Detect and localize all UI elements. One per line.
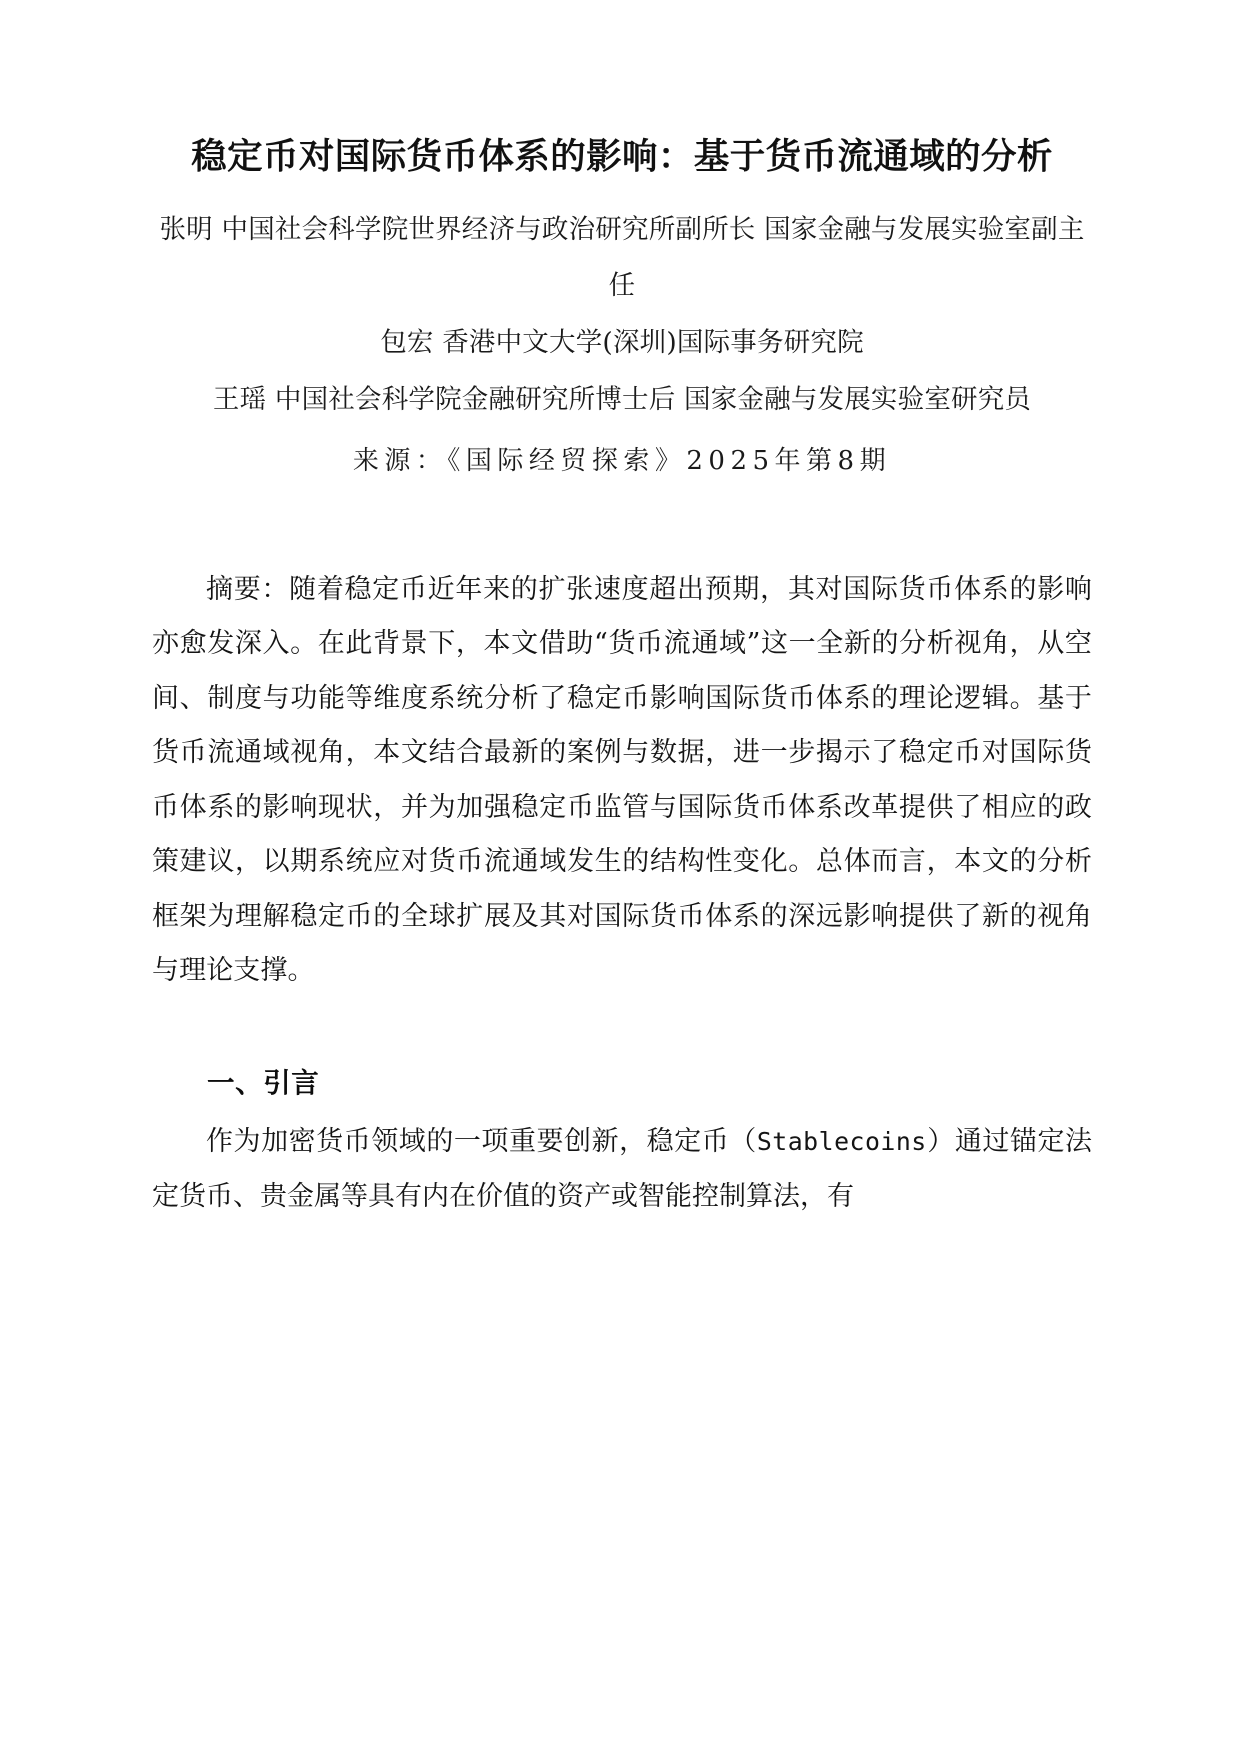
page-content-column (152, 0, 1092, 1224)
author-line-3: 王瑶 中国社会科学院金融研究所博士后 国家金融与发展实验室研究员 (212, 384, 1032, 416)
body-paragraph-prefix: 作为加密货币领域的一项重要创新，稳定币（ (206, 1126, 757, 1158)
abstract-paragraph: 摘要：随着稳定币近年来的扩张速度超出预期，其对国际货币体系的影响亦愈发深入。在此背景下，本文借助“货币流通域”这一全新的分析视角，从空间、制度与功能等维度系统分析了稳定币影响国际货币体系的理论逻辑。基于货币流通域视角，本文结合最新的案例与数据，进一步揭示了稳定币对国际货币体系的影响现状，并为加强稳定币监管与国际货币体系改革提供了相应的政策建议，以期系统应对货币流通域发生的结构性变化。总体而言，本文的分析框架为理解稳定币的全球扩展及其对国际货币体系的深远影响提供了新的视角与理论支撑。 (152, 573, 1092, 987)
source-citation: 来源：《国际经贸探索》2025年第8期 (352, 446, 892, 477)
body-paragraph-suffix: ）通过锚定法定货币、贵金属等具有内在价值的资产或智能控制算法，有 (152, 1126, 1093, 1212)
page-title-text: 稳定币对国际货币体系的影响：基于货币流通域的分析 (191, 136, 1053, 177)
body-paragraph-latin-term: Stablecoins (756, 1127, 927, 1157)
author-block (152, 186, 1092, 430)
author-line-2: 包宏 香港中文大学(深圳)国际事务研究院 (380, 327, 864, 359)
page-title (152, 0, 1092, 186)
section-heading-introduction: 一、引言 (207, 1066, 320, 1099)
body-paragraph-1 (152, 1109, 1092, 1224)
author-line-1: 张明 中国社会科学院世界经济与政治研究所副所长 国家金融与发展实验室副主任 (159, 213, 1085, 302)
